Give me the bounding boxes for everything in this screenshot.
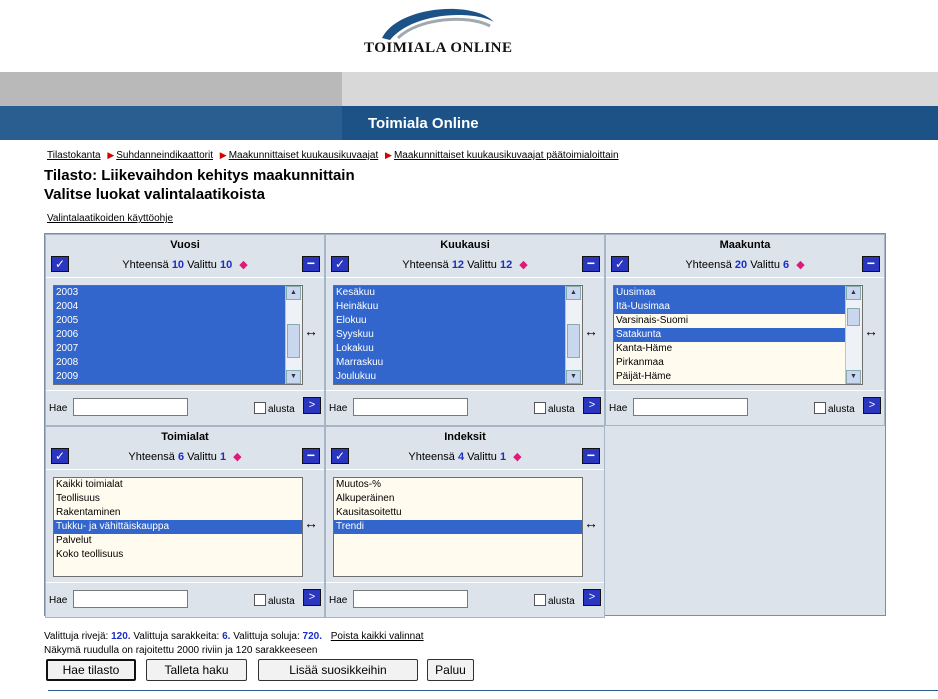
list-item[interactable]: 2008 (54, 356, 302, 370)
cols-label: Valittuja sarakkeita: (133, 631, 220, 642)
search-label: Hae (329, 595, 348, 606)
search-label: Hae (49, 403, 68, 414)
start-checkbox[interactable] (254, 594, 266, 606)
logo (0, 0, 938, 72)
selected-label: Valittu (187, 259, 217, 271)
panel-stats (46, 258, 324, 271)
list-item[interactable]: Kausitasoitettu (336, 507, 402, 518)
divider (48, 690, 938, 691)
list-item[interactable]: Kesäkuu (334, 286, 582, 300)
selection-list[interactable] (333, 477, 583, 577)
search-input[interactable] (73, 398, 188, 416)
rows-count: 120. (111, 631, 131, 642)
select-all-check-icon[interactable]: ✓ (51, 256, 69, 272)
list-item[interactable]: Muutos-% (336, 479, 382, 490)
list-item[interactable]: Alkuperäinen (336, 493, 395, 504)
list-item[interactable]: Elokuu (334, 314, 582, 328)
scrollbar[interactable] (565, 286, 582, 384)
select-all-check-icon[interactable]: ✓ (51, 448, 69, 464)
search-label: Hae (609, 403, 628, 414)
scroll-up-icon[interactable]: ▲ (846, 286, 861, 300)
total-count: 4 (457, 451, 465, 463)
deselect-all-minus-icon[interactable]: − (862, 256, 880, 272)
selected-label: Valittu (187, 451, 217, 463)
deselect-all-minus-icon[interactable]: − (582, 448, 600, 464)
cols-count: 6. (222, 631, 231, 642)
title-band (0, 106, 938, 140)
swap-arrow-icon[interactable]: ↔ (584, 323, 598, 339)
panel-toimialat (45, 426, 325, 618)
list-item[interactable]: 2007 (54, 342, 302, 356)
total-count: 12 (451, 259, 465, 271)
selected-count: 1 (219, 451, 227, 463)
total-count: 10 (171, 259, 185, 271)
selected-count: 12 (499, 259, 513, 271)
deselect-all-minus-icon[interactable]: − (582, 256, 600, 272)
breadcrumb-link[interactable]: Tilastokanta (47, 150, 101, 161)
swap-arrow-icon[interactable]: ↔ (584, 515, 598, 531)
cells-label: Valittuja soluja: (233, 631, 300, 642)
start-checkbox[interactable] (814, 402, 826, 414)
list-item[interactable]: Kaikki toimialat (56, 479, 123, 490)
add-favorite-button[interactable]: Lisää suosikkeihin (258, 659, 418, 681)
scrollbar[interactable] (845, 286, 862, 384)
scroll-thumb[interactable] (847, 308, 860, 326)
selection-list[interactable] (333, 285, 583, 385)
panel-kuukausi (325, 234, 605, 426)
list-item[interactable]: Itä-Uusimaa (614, 300, 862, 314)
scroll-thumb[interactable] (567, 324, 580, 358)
list-item[interactable]: Teollisuus (56, 493, 100, 504)
breadcrumb-arrow-icon: ▶ (385, 150, 392, 160)
scroll-down-icon[interactable]: ▼ (286, 370, 301, 384)
start-checkbox[interactable] (534, 402, 546, 414)
diamond-icon[interactable]: ◆ (519, 259, 528, 271)
top-band (0, 72, 938, 106)
start-label: alusta (828, 404, 855, 415)
panel-title: Kuukausi (440, 239, 490, 251)
list-item[interactable]: Tukku- ja vähittäiskauppa (54, 520, 302, 534)
list-item[interactable]: Rakentaminen (56, 507, 121, 518)
show-statistics-button[interactable]: Hae tilasto (46, 659, 136, 681)
search-label: Hae (49, 595, 68, 606)
breadcrumb-link[interactable]: Maakunnittaiset kuukausikuvaajat päätoimialoittain (393, 150, 619, 161)
help-link[interactable]: Valintalaatikoiden käyttöohje (47, 213, 174, 224)
diamond-icon[interactable]: ◆ (233, 451, 242, 463)
total-count: 6 (177, 451, 185, 463)
logo-swoosh-icon (378, 4, 498, 44)
scroll-down-icon[interactable]: ▼ (566, 370, 581, 384)
list-item[interactable]: 2003 (54, 286, 302, 300)
search-go-arrow-icon[interactable]: > (583, 397, 601, 414)
start-checkbox[interactable] (534, 594, 546, 606)
scrollbar[interactable] (285, 286, 302, 384)
list-item[interactable]: 2006 (54, 328, 302, 342)
start-label: alusta (268, 596, 295, 607)
list-item[interactable]: 2005 (54, 314, 302, 328)
select-all-check-icon[interactable]: ✓ (331, 448, 349, 464)
start-checkbox[interactable] (254, 402, 266, 414)
panel-title: Vuosi (170, 239, 200, 251)
selection-summary (44, 631, 424, 642)
swap-arrow-icon[interactable]: ↔ (864, 323, 878, 339)
selected-label: Valittu (467, 259, 497, 271)
panel-title: Indeksit (444, 431, 486, 443)
breadcrumb-arrow-icon: ▶ (219, 150, 227, 160)
deselect-all-minus-icon[interactable]: − (302, 448, 320, 464)
diamond-icon[interactable]: ◆ (239, 259, 248, 271)
panel-title: Maakunta (719, 239, 771, 251)
total-label: Yhteensä (402, 259, 449, 271)
list-item[interactable]: Joulukuu (334, 370, 582, 384)
list-item[interactable]: Trendi (334, 520, 582, 534)
selected-count: 6 (783, 259, 790, 271)
panel-stats (326, 258, 604, 271)
banner-title: Toimiala Online (368, 115, 479, 132)
selection-grid (44, 233, 886, 616)
scroll-up-icon[interactable]: ▲ (286, 286, 301, 300)
list-item[interactable]: Palvelut (56, 535, 92, 546)
search-label: Hae (329, 403, 348, 414)
scroll-thumb[interactable] (287, 324, 300, 358)
breadcrumb-link[interactable]: Maakunnittaiset kuukausikuvaajat (228, 150, 379, 161)
total-label: Yhteensä (128, 451, 175, 463)
panel-title: Toimialat (161, 431, 209, 443)
search-go-arrow-icon[interactable]: > (303, 589, 321, 606)
list-item[interactable]: Uusimaa (614, 286, 862, 300)
deselect-all-minus-icon[interactable]: − (302, 256, 320, 272)
logo-text: TOIMIALA ONLINE (364, 40, 513, 56)
search-input[interactable] (633, 398, 748, 416)
selected-label: Valittu (467, 451, 497, 463)
selected-count: 10 (219, 259, 233, 271)
list-item[interactable]: Satakunta (614, 328, 862, 342)
breadcrumb-arrow-icon: ▶ (107, 150, 115, 160)
scroll-down-icon[interactable]: ▼ (846, 370, 861, 384)
search-go-arrow-icon[interactable]: > (303, 397, 321, 414)
search-go-arrow-icon[interactable]: > (583, 589, 601, 606)
total-count: 20 (734, 259, 748, 271)
selection-list[interactable] (613, 285, 863, 385)
panel-stats (326, 450, 604, 463)
select-all-check-icon[interactable]: ✓ (331, 256, 349, 272)
list-item[interactable]: 2004 (54, 300, 302, 314)
rows-label: Valittuja rivejä: (44, 631, 109, 642)
list-item[interactable]: Koko teollisuus (56, 549, 124, 560)
select-all-check-icon[interactable]: ✓ (611, 256, 629, 272)
panel-indeksit (325, 426, 605, 618)
start-label: alusta (548, 404, 575, 415)
swap-arrow-icon[interactable]: ↔ (304, 515, 318, 531)
list-item[interactable]: Lokakuu (334, 342, 582, 356)
breadcrumb (47, 150, 619, 161)
total-label: Yhteensä (122, 259, 169, 271)
list-item[interactable]: Pirkanmaa (616, 357, 664, 368)
scroll-up-icon[interactable]: ▲ (566, 286, 581, 300)
total-label: Yhteensä (685, 259, 732, 271)
search-input[interactable] (353, 590, 468, 608)
selected-label: Valittu (750, 259, 780, 271)
list-item[interactable]: Syyskuu (334, 328, 582, 342)
search-input[interactable] (353, 398, 468, 416)
panel-vuosi (45, 234, 325, 426)
list-item[interactable]: Varsinais-Suomi (616, 315, 689, 326)
list-item[interactable]: Marraskuu (334, 356, 582, 370)
save-search-button[interactable]: Talleta haku (146, 659, 247, 681)
swap-arrow-icon[interactable]: ↔ (304, 323, 318, 339)
total-label: Yhteensä (408, 451, 455, 463)
selection-list[interactable] (53, 285, 303, 385)
limit-note: Näkymä ruudulla on rajoitettu 2000 riviin ja 120 sarakkeeseen (44, 645, 318, 656)
search-go-arrow-icon[interactable]: > (863, 397, 881, 414)
diamond-icon[interactable]: ◆ (513, 451, 522, 463)
list-item[interactable]: Kanta-Häme (616, 343, 673, 354)
selection-list[interactable] (53, 477, 303, 577)
page-title: Tilasto: Liikevaihdon kehitys maakunnittain (44, 167, 355, 184)
panel-maakunta (605, 234, 885, 426)
diamond-icon[interactable]: ◆ (796, 259, 805, 271)
search-input[interactable] (73, 590, 188, 608)
clear-selections-link[interactable]: Poista kaikki valinnat (330, 631, 424, 642)
panel-stats (606, 258, 884, 271)
start-label: alusta (268, 404, 295, 415)
page-subtitle: Valitse luokat valintalaatikoista (44, 186, 265, 203)
breadcrumb-link[interactable]: Suhdanneindikaattorit (116, 150, 213, 161)
start-label: alusta (548, 596, 575, 607)
panel-stats (46, 450, 324, 463)
list-item[interactable]: Heinäkuu (334, 300, 582, 314)
list-item[interactable]: Päijät-Häme (616, 371, 672, 382)
back-button[interactable]: Paluu (427, 659, 474, 681)
selected-count: 1 (499, 451, 507, 463)
list-item[interactable]: 2009 (54, 370, 302, 384)
cells-count: 720. (302, 631, 322, 642)
